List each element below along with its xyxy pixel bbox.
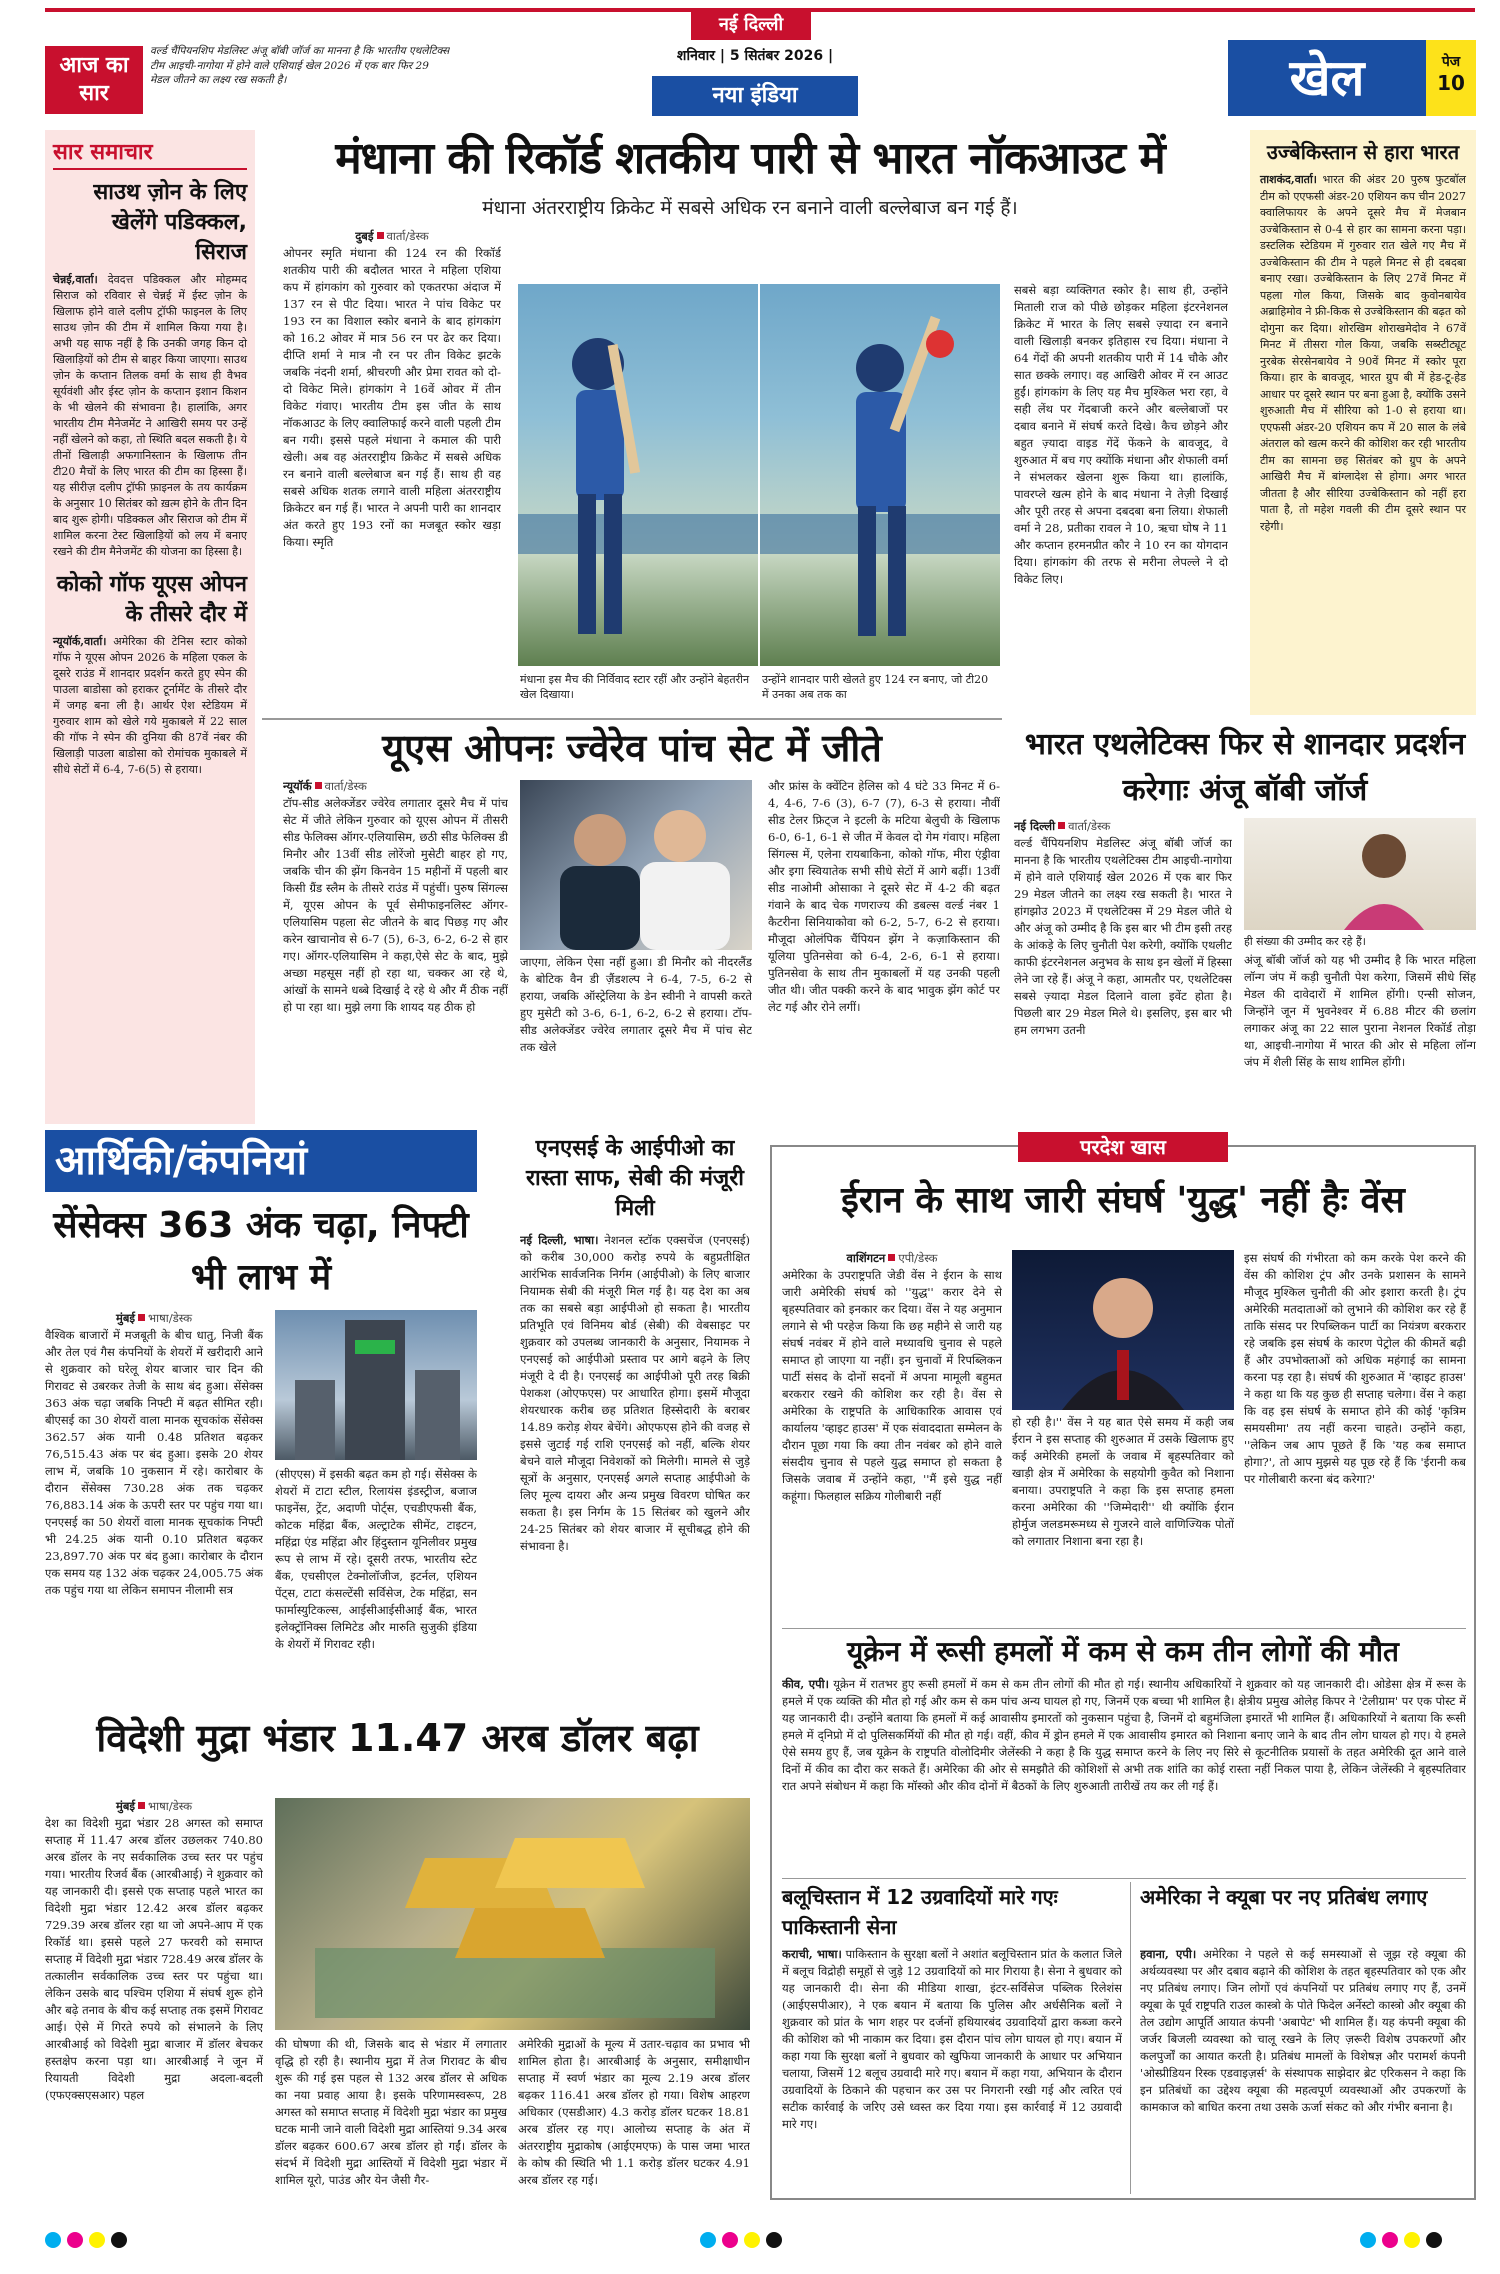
vance-portrait-icon: [1012, 1250, 1234, 1410]
vance-col3: इस संघर्ष की गंभीरता को कम करके पेश करने की वेंस की कोशिश ट्रंप और उनके प्रशासन के सामने मौजूद मुश्किल चुनौती की ओर इशारा करती है। ट्रंप अमेरिकी मतदाताओं को लुभाने की कोशिश कर रहे हैं ताकि संसद पर रिपब्लिकन पार्टी का नियंत्रण बरकरार रहे जबकि इस संघर्ष के कारण पेट्रोल की कीमतें बढ़ी हैं और उपभोक्ताओं को अधिक महंगाई का सामना करना पड़ रहा है। संघर्ष की शुरुआत में 'व्हाइट हाउस' ने कहा था कि यह कुछ ही सप्ताह चलेगा। वेंस ने कहा कि वह इस संघर्ष के समाप्त होने की कोई 'कृत्रिम समयसीमा' तय नहीं करना चाहते। उन्होंने कहा, ''लेकिन जब आप पूछते हैं कि 'यह कब समाप्त होगा?', तो आप मुझसे यह पूछ रहे हैं कि 'ईरानी कब पर गोलीबारी करना बंद करेगा?': [1244, 1251, 1466, 1486]
aaj-ka-saar-label: आज का सार: [59, 53, 129, 106]
section-box: [1228, 40, 1426, 116]
saar-samachar-column: [45, 130, 255, 1124]
vance-photo: [1012, 1250, 1234, 1410]
forex-col1: [45, 1798, 263, 2198]
celebrating-batter-icon: [760, 284, 1000, 666]
saar-story1-headline: साउथ ज़ोन के लिए खेलेंगे पडिक्कल, सिराज: [93, 180, 247, 265]
vance-col1-text: अमेरिका के उपराष्ट्रपति जेडी वेंस ने ईरान के साथ जारी अमेरिकी संघर्ष को ''युद्ध'' करार देने से बृहस्पतिवार को इनकार कर दिया। वेंस ने यह अनुमान लगाने से भी परहेज किया कि छह महीने से जारी यह संघर्ष नवंबर में होने वाले मध्यावधि चुनाव से पहले समाप्त हो जाएगा या नहीं। इन चुनावों में रिपब्लिकन पार्टी संसद के दोनों सदनों में अपना मामूली बहुमत बरकरार रखने की कोशिश कर रही है। वेंस से अमेरिका के राष्ट्रपति के आधिकारिक आवास एवं कार्यालय 'व्हाइट हाउस' में एक संवाददाता सम्मेलन के दौरान पूछा गया कि क्या तीन नवंबर को होने वाले संसदीय चुनाव से पहले युद्ध समाप्त हो सकता है जिसके जवाब में उन्होंने कहा, ''मैं इसे युद्ध नहीं कहूंगा। फिलहाल सक्रिय गोलीबारी नहीं: [782, 1268, 1002, 1503]
saar-story2-headline: कोको गॉफ यूएस ओपन के तीसरे दौर में: [56, 572, 247, 627]
ukraine-text: यूक्रेन में रातभर हुए रूसी हमलों में कम से कम तीन लोगों की मौत हो गई। स्थानीय अधिकारियों ने शुक्रवार को यह जानकारी दी। ओडेसा क्षेत्र में रूस के हमले में एक व्यक्ति की मौत हो गई और कम से कम पांच अन्य घायल हो गए, जिनमें एक बच्चा भी शामिल है। क्षेत्रीय प्रमुख ओलेह किपर ने 'टेलीग्राम' पर एक पोस्ट में यह जानकारी दी। उन्होंने बताया कि हमलों में कई आवासीय इमारतों को नुकसान पहुंचा है, जिनमें दो बहुमंजिला इमारतें भी शामिल हैं। अधिकारियों ने बताया कि रूसी हमले में द्निप्रो में दो पुलिसकर्मियों की मौत हो गई। वहीं, कीव में ड्रोन हमले में एक आवासीय इमारत को निशाना बनाए जाने के बाद तीन लोग घायल हो गए। ये हमले ऐसे समय हुए हैं, जब यूक्रेन के राष्ट्रपति वोलोदिमीर जेलेंस्की ने कहा है कि युद्ध समाप्त करने के लिए नए सिरे से कूटनीतिक प्रयासों के तहत अमेरिकी दूत आने वाले दिनों में कीव का दौरा कर सकते हैं। अमेरिका की ओर से समझौते की कोशिशों से अभी तक शांति का कोई रास्ता नहीं निकल पाया है, लेकिन जेलेंस्की ने बृहस्पतिवार रात अपने संबोधन में कहा कि मॉस्को और कीव दोनों में बैठकों के लिए शुरुआती तारीखें तय कर ली गई हैं।: [782, 1677, 1466, 1793]
anju-col1: [1014, 818, 1232, 1118]
vance-dateline-city: वाशिंगटन: [846, 1251, 886, 1265]
balochistan-rule: [782, 1878, 1466, 1879]
cuba-divider: [1130, 1882, 1131, 2194]
pradesh-banner-label: परदेश खास: [1080, 1135, 1166, 1159]
lead-photo-caption2: उन्होंने शानदार पारी खेलते हुए 124 रन बनाए, जो टी20 में उनका अब तक का: [762, 673, 989, 701]
batter-figure-icon: [518, 284, 758, 666]
page-number-box: [1426, 40, 1476, 116]
ukraine-dateline: कीव, एपी।: [782, 1677, 830, 1691]
nse-headline: एनएसई के आईपीओ का रास्ता साफ, सेबी की मंजूरी मिली: [526, 1136, 744, 1221]
aaj-ka-saar-box: [45, 46, 143, 114]
anju-photo: [1244, 818, 1476, 930]
balochistan-headline: बलूचिस्तान में 12 उग्रवादियों मारे गएः पाकिस्तानी सेना: [782, 1885, 1058, 1939]
vance-dateline-src: एपी/डेस्क: [898, 1251, 938, 1265]
registration-marks-right: [1360, 2232, 1448, 2252]
nse-body: [520, 1232, 750, 1700]
cuba-body: [1140, 1946, 1466, 2196]
anju-col1-text: वर्ल्ड चैंपियनशिप मेडलिस्ट अंजू बॉबी जॉर्ज का मानना है कि भारतीय एथलेटिक्स टीम आइची-नागोया में होने वाले एशियाई खेल 2026 में एक बार फिर 29 मेडल जीतने का लक्ष्य रख सकती है। भारत ने हांगझोउ 2023 में एथलेटिक्स में 29 मेडल जीते थे और अंजू को उम्मीद है कि इस बार भी टीम इसी तरह के आंकड़े के लिए चुनौती पेश करेगी, क्योंकि एथलीट काफी इंटरनेशनल अनुभव के साथ इन खेलों में हिस्सा लेने जा रहे हैं। अंजू ने कहा, आमतौर पर, एथलेटिक्स सबसे ज़्यादा मेडल दिलाने वाला इवेंट होता है। पिछली बार 29 मेडल मिले थे। इसलिए, इस बार भी हम लगभग उतनी: [1014, 836, 1232, 1037]
masthead-date: शनिवार | 5 सितंबर 2026 |: [676, 48, 834, 64]
usopen-col1: [283, 778, 508, 1118]
anju-portrait-icon: [1244, 818, 1476, 930]
arthik-banner: [45, 1130, 477, 1192]
paper-name: नया इंडिया: [712, 83, 798, 108]
sensex-dateline-src: भाषा/डेस्क: [148, 1311, 193, 1325]
city: नई दिल्ली: [718, 14, 784, 35]
uzbek-headline: उज्बेकिस्तान से हारा भारत: [1266, 140, 1460, 164]
nse-text: नेशनल स्टॉक एक्सचेंज (एनएसई) को करीब 30,000 करोड़ रुपये के बहुप्रतीक्षित आरंभिक सार्वजनिक निर्गम (आईपीओ) के लिए बाजार नियामक सेबी की मंजूरी मिल गई है। यह देश का अब तक का सबसे बड़ा आईपीओ हो सकता है। भारतीय प्रतिभूति एवं विनिमय बोर्ड (सेबी) की वेबसाइट पर शुक्रवार को उपलब्ध जानकारी के अनुसार, नियामक ने एनएसई को आईपीओ प्रस्ताव पर आगे बढ़ने के लिए मंजूरी दे दी है। एनएसई का आईपीओ पूरी तरह बिक्री पेशकश (ओएफएस) पर आधारित होगा। इसमें मौजूदा शेयरधारक करीब छह प्रतिशत हिस्सेदारी के बराबर 14.89 करोड़ शेयर बेचेंगे। ओएफएस होने की वजह से इससे जुटाई गई राशि एनएसई को नहीं, बल्कि शेयर बेचने वाले मौजूदा निवेशकों को मिलेगी। मामले से जुड़े सूत्रों के अनुसार, एनएसई अगले सप्ताह आईपीओ के लिए मूल्य दायरा और अन्य प्रमुख विवरण घोषित कर सकता है। इस निर्गम के 15 सितंबर को खुलने और 24-25 सितंबर को शेयर बाजार में सूचीबद्ध होने की संभावना है।: [520, 1233, 750, 1553]
balochistan-body: [782, 1946, 1122, 2196]
gold-and-currency-icon: [275, 1798, 750, 2030]
vance-headline: ईरान के साथ जारी संघर्ष 'युद्ध' नहीं हैः वेंस: [841, 1180, 1405, 1221]
ukraine-headline: यूक्रेन में रूसी हमलों में कम से कम तीन लोगों की मौत: [847, 1635, 1399, 1668]
anju-caption: ही संख्या की उम्मीद कर रहे हैं।: [1244, 935, 1366, 948]
usopen-col3: और फ्रांस के क्वेंटिन हेलिस को 4 घंटे 33 मिनट में 6-4, 4-6, 7-6 (3), 6-7 (7), 6-3 से हराया। नौवीं सीड टेलर फ्रिट्ज ने इटली के मटिया बेलुची के खिलाफ 6-0, 6-1, 6-1 से जीत में केवल दो गेम गंवाए। महिला सिंगल्स में, एलेना रायबाकिना, कोको गॉफ, मीरा एंड्रीवा और इगा स्वियातेक सभी सीधे सेटों में आगे बढ़ीं। 13वीं सीड नाओमी ओसाका ने दूसरे सेट में 4-2 की बढ़त गंवाने के बाद चेक गणराज्य की डबल्स वर्ल्ड नंबर 1 कैटरीना सिनियाकोवा को 6-2, 5-7, 6-2 से हराया। मौजूदा ओलंपिक चैंपियन झेंग ने कज़ाकिस्तान की यूलिया पुतिनसेवा को 6-4, 2-6, 6-1 से हराया। पुतिनसेवा के साथ तीन मुकाबलों में यह उनकी पहली जीत थी। जीत पक्की करने के बाद भावुक झेंग कोर्ट पर लेट गई और रोने लगीं।: [768, 779, 1000, 1014]
forex-col2: की घोषणा की थी, जिसके बाद से भंडार में लगातार वृद्धि हो रही है। स्थानीय मुद्रा में तेज गिरावट के बीच शुरू की गई इस पहल से 132 अरब डॉलर से अधिक का नया प्रवाह आया है। इसके परिणामस्वरूप, 28 अगस्त को समाप्त सप्ताह में विदेशी मुद्रा भंडार का प्रमुख घटक मानी जाने वाली विदेशी मुद्रा आस्तियां 9.34 अरब डॉलर बढ़कर 600.67 अरब डॉलर हो गईं। डॉलर के संदर्भ में विदेशी मुद्रा आस्तियों में विदेशी मुद्रा भंडार में शामिल यूरो, पाउंड और येन जैसी गैर-: [275, 2037, 507, 2187]
saar-story2-dateline: न्यूयॉर्क,वार्ता।: [53, 635, 107, 648]
anju-dateline-src: वार्ता/डेस्क: [1068, 819, 1111, 833]
lead-photo-left: [518, 284, 758, 666]
sensex-col1-text: वैश्विक बाजारों में मजबूती के बीच धातु, निजी बैंक और तेल एवं गैस कंपनियों के शेयरों में खरीदारी आने से शुक्रवार को घरेलू शेयर बाजार चार दिन की गिरावट से उबरकर तेजी के साथ बंद हुआ। सेंसेक्स 363 अंक चढ़ा जबकि निफ्टी में बढ़त सीमित रही। बीएसई का 30 शेयरों वाला मानक सूचकांक सेंसेक्स 362.57 अंक यानी 0.48 प्रतिशत बढ़कर 76,515.43 अंक पर बंद हुआ। इसके 20 शेयर लाभ में, जबकि 10 नुकसान में रहे। कारोबार के दौरान सेंसेक्स 730.28 अंक तक चढ़कर 76,883.14 अंक के ऊपरी स्तर पर पहुंच गया था। एनएसई का 50 शेयरों वाला मानक सूचकांक निफ्टी भी 24.25 अंक यानी 0.10 प्रतिशत बढ़कर 23,897.70 अंक पर बंद हुआ। कारोबार के दौरान एक समय यह 132 अंक चढ़कर 24,005.75 अंक तक पहुंच गया था लेकिन समापन नीलामी सत्र: [45, 1328, 263, 1597]
usopen-headline: यूएस ओपनः ज्वेरेव पांच सेट में जीते: [382, 726, 882, 770]
vance-col2a: हो रही है।'' वेंस ने यह बात ऐसे समय में कही जब ईरान ने इस सप्ताह की शुरुआत में उसके खिलाफ हुए कई अमेरिकी हमलों के जवाब में बृहस्पतिवार को खाड़ी क्षेत्र में अमेरिका के सहयोगी कुवैत को निशाना बनाया। उपराष्ट्रपति ने कहा कि इस सप्ताह हमला करना अमेरिका की ''जिम्मेदारी'' थी क्योंकि ईरान होर्मुज जलडमरूमध्य से गुजरने वाले वाणिज्यिक पोतों को लगातार निशाना बना रहा है।: [1012, 1415, 1234, 1548]
ukraine-body: [782, 1676, 1466, 1872]
saar-text: वर्ल्ड चैंपियनशिप मेडलिस्ट अंजू बॉबी जॉर्ज का मानना है कि भारतीय एथलेटिक्स टीम आइची-नागोया में होने वाले एशियाई खेल 2026 में एक बार फिर 29 मेडल जीतने का लक्ष्य रख सकती है।: [150, 45, 450, 86]
uzbek-body: [1260, 172, 1466, 535]
lead-headline: मंधाना की रिकॉर्ड शतकीय पारी से भारत नॉकआउट में: [335, 133, 1165, 184]
cuba-dateline: हवाना, एपी।: [1140, 1947, 1197, 1961]
balochistan-text: पाकिस्तान के सुरक्षा बलों ने अशांत बलूचिस्तान प्रांत के कलात जिले में बलूच विद्रोही समूहों से जुड़े 12 उग्रवादियों को मार गिराया है। सेना ने बुधवार को यह जानकारी दी। सेना की मीडिया शाखा, इंटर-सर्विसेज पब्लिक रिलेशंस (आईएसपीआर), ने एक बयान में बताया कि पुलिस और अर्धसैनिक बलों ने शुक्रवार को प्रांत के भाग शहर पर दर्जनों हथियारबंद उग्रवादियों द्वारा कब्जा करने की कोशिश को भी नाकाम कर दिया। इस दौरान पांच लोग घायल हो गए। बयान में कहा गया कि सुरक्षा बलों ने बुधवार को खुफिया जानकारी के आधार पर अभियान चलाया, जिसमें 12 बलूच उग्रवादी मारे गए। बयान में कहा गया, अभियान के दौरान उग्रवादियों के ठिकाने की पहचान कर उस पर निगरानी रखी गई और त्वरित एवं सटीक कार्रवाई के जरिए उसे ध्वस्त कर दिया गया। इस कार्रवाई में 12 उग्रवादी मारे गए।: [782, 1947, 1122, 2131]
usopen-dateline-src: वार्ता/डेस्क: [324, 779, 367, 793]
usopen-dateline: [283, 778, 508, 795]
city-tab: [691, 10, 811, 40]
saar-story2-body: [53, 634, 247, 778]
saar-story1-dateline: चेन्नई,वार्ता।: [53, 273, 98, 286]
saar-story2-text: अमेरिका की टेनिस स्टार कोको गॉफ ने यूएस ओपन 2026 के महिला एकल के दूसरे राउंड में शानदार प्रदर्शन करते हुए स्पेन की पाउला बाडोसा को हराकर टूर्नामेंट के तीसरे दौर में जगह बना ली है। आर्थर ऐश स्टेडियम में गुरुवार शाम को खेले गये मुकाबले में 22 साल की गॉफ ने स्पेन की दुनिया की 87वें नंबर की खिलाड़ी पाउला बाडोसा को रोमांचक मुकाबले में सीधे सेटों में 6-4, 7-6(5) से हराया।: [53, 635, 247, 776]
cuba-text: अमेरिका ने पहले से कई समस्याओं से जूझ रहे क्यूबा की अर्थव्यवस्था पर और दबाव बढ़ाने की कोशिश के तहत बृहस्पतिवार को एक और नए प्रतिबंध लगाए। जिन लोगों एवं कंपनियों पर प्रतिबंध लगाए गए हैं, उनमें क्यूबा के पूर्व राष्ट्रपति राउल कास्त्रो के पोते फिदेल अर्नेस्टो कास्त्रो और क्यूबा की तेल उद्योग आपूर्ति आयात कंपनी 'अबापेट' भी शामिल हैं। यह कंपनी क्यूबा की जर्जर बिजली व्यवस्था को चालू रखने के लिए ज़रूरी विशेष उपकरणों और कलपुर्जों का आयात करती है। प्रतिबंध मामलों के विशेषज्ञ और परामर्श कंपनी 'ओस्प्रीडियन रिस्क एडवाइज़र्स' के संस्थापक साझेदार ब्रेट एरिकसन ने कहा कि इन प्रतिबंधों का उद्देश्य क्यूबा की महत्वपूर्ण व्यवस्थाओं और उपकरणों के कामकाज को बाधित करना तथा उसके ऊर्जा संकट को और गंभीर बनाना है।: [1140, 1947, 1466, 2114]
usopen-col2: जाएगा, लेकिन ऐसा नहीं हुआ। डी मिनौर को नीदरलैंड के बोटिक वैन डी ज़ैंडशल्प ने 6-4, 7-5, 6-2 से हराया, जबकि ऑस्ट्रेलिया के डेन स्वीनी ने वापसी करते हुए मुसेटी को 3-6, 6-1, 6-2, 6-2 से हराया। टॉप-सीड अलेक्जेंडर ज्वेरेव लगातार दूसरे मैच में पांच सेट तक खेले: [520, 955, 752, 1054]
forex-headline: विदेशी मुद्रा भंडार 11.47 अरब डॉलर बढ़ा: [96, 1716, 699, 1760]
forex-photo: [275, 1798, 750, 2030]
arthik-banner-label: आर्थिकी/कंपनियां: [55, 1138, 308, 1184]
uzbek-dateline: ताशकंद,वार्ता।: [1260, 173, 1317, 186]
paper-name-box: [652, 76, 858, 116]
usopen-rule: [262, 718, 1002, 720]
uzbek-text: भारत की अंडर 20 पुरुष फुटबॉल टीम को एएफसी अंडर-20 एशियन कप चीन 2027 क्वालिफायर के अपने दूसरे मैच में मेजबान उज्बेकिस्तान से 0-4 से हार का सामना करना पड़ा। डस्टलिक स्टेडियम में गुरुवार रात खेले गए मैच में उज्बेकिस्तान की टीम ने पहले मिनट से ही दबदबा बनाए रखा। उज्बेकिस्तान के लिए 27वें मिनट में पहला गोल किया, जिसके बाद कुवोनबायेव अब्राहिमोव ने फ्री-किक से उज्बेकिस्तान की बढ़त को दोगुना कर दिया। शोरखिम शोराखमेदोव ने 67वें मिनट में तीसरा गोल किया, जबकि सब्स्टीट्यूट नुरबेक सेरसेनबायेव ने 90वें मिनट में स्कोर पूरा किया। हार के बावजूद, भारत ग्रुप बी में हेड-टू-हेड आधार पर दूसरे स्थान पर बना हुआ है, क्योंकि उसने शुरुआती मैच में सीरिया को 1-0 से हराया था। एएफसी अंडर-20 एशियन कप में 20 साल के लंबे अंतराल को खत्म करने की कोशिश कर रही भारतीय टीम का सामना छह सितंबर को ग्रुप के अपने आखिरी मैच में बांग्लादेश से होगा। अगर भारत जीतता है और सीरिया उज्बेकिस्तान को नहीं हरा पाता है, तो महेश गवली की टीम दूसरे स्थान पर रहेगी।: [1260, 173, 1467, 533]
anju-dateline-city: नई दिल्ली: [1014, 819, 1056, 833]
stock-exchange-building-icon: [275, 1310, 477, 1460]
usopen-col1-text: टॉप-सीड अलेक्जेंडर ज्वेरेव लगातार दूसरे मैच में पांच सेट में जीते लेकिन गुरुवार को यूएस ओपन में तीसरी सीड फेलिक्स ऑगर-एलियासिम, छठी सीड फेलिक्स डी मिनौर और 13वीं सीड लोरेंजो मुसेटी बाहर हो गए, जबकि चीन की झेंग किनवेन 15 महीनों में पहली बार किसी ग्रैंड स्लैम के तीसरे राउंड में पहुंचीं। पुरुष सिंगल्स में, यूएस ओपन के पूर्व सेमीफाइनलिस्ट ऑगर-एलियासिम पहला सेट जीतने के बाद पिछड़ गए और करेन खाचानोव से 6-7 (5), 6-3, 6-2, 6-2 से हार गए। ऑगर-एलियासिम ने कहा,ऐसे सेट के बाद, मुझे अच्छा महसूस नहीं हो रहा था, चक्कर आ रहे थे, आंखों के सामने धब्बे दिखाई दे रहे थे और मैं ठीक नहीं हो पा रहा था। मुझे लगा कि शायद यह ठीक हो: [283, 796, 508, 1014]
forex-dateline-src: भाषा/डेस्क: [148, 1799, 193, 1813]
lead-photo-right: [760, 284, 1000, 666]
registration-marks-left: [45, 2232, 133, 2252]
sensex-photo: [275, 1310, 477, 1460]
forex-dateline: [45, 1798, 263, 1815]
pradesh-banner: [1018, 1132, 1228, 1162]
forex-col1-text: देश का विदेशी मुद्रा भंडार 28 अगस्त को समाप्त सप्ताह में 11.47 अरब डॉलर उछलकर 740.80 अरब डॉलर के नए सर्वकालिक उच्च स्तर पर पहुंच गया। भारतीय रिजर्व बैंक (आरबीआई) ने शुक्रवार को यह जानकारी दी। इससे एक सप्ताह पहले भारत का विदेशी मुद्रा भंडार 12.42 अरब डॉलर बढ़कर 729.39 अरब डॉलर रहा था जो अपने-आप में एक रिकॉर्ड था। इससे पहले 27 फरवरी को समाप्त सप्ताह में विदेशी मुद्रा भंडार 728.49 अरब डॉलर के तत्कालीन सर्वकालिक उच्च स्तर पर पहुंचा था। लेकिन उसके बाद पश्चिम एशिया में संघर्ष शुरू होने और बढ़े तनाव के बीच कई सप्ताह तक इसमें गिरावट आई। ऐसे में गिरते रुपये को संभालने के लिए आरबीआई को विदेशी मुद्रा बाजार में डॉलर बेचकर हस्तक्षेप करना पड़ा था। आरबीआई ने जून में रियायती विदेशी मुद्रा अदला-बदली (एफएक्सएसआर) पहल: [45, 1816, 263, 2102]
uzbek-box: [1250, 130, 1476, 715]
vance-col1: [782, 1250, 1002, 1622]
anju-headline: भारत एथलेटिक्स फिर से शानदार प्रदर्शन करेगाः अंजू बॉबी जॉर्ज: [1024, 727, 1466, 808]
balochistan-dateline: कराची, भाषा।: [782, 1947, 842, 1961]
anju-dateline: [1014, 818, 1232, 835]
sensex-col2: (सीएएस) में इसकी बढ़त कम हो गई। सेंसेक्स के शेयरों में टाटा स्टील, रिलायंस इंडस्ट्रीज, बजाज फाइनेंस, ट्रेंट, अदाणी पोर्ट्स, एचडीएफसी बैंक, कोटक महिंद्रा बैंक, अल्ट्राटेक सीमेंट, टाइटन, महिंद्रा एंड महिंद्रा और हिंदुस्तान यूनिलीवर प्रमुख रूप से लाभ में रहे। दूसरी तरफ, भारतीय स्टेट बैंक, एचसीएल टेक्नोलॉजीज, इटर्नल, एशियन पेंट्स, टाटा कंसल्टेंसी सर्विसेज, टेक महिंद्रा, सन फार्मास्युटिकल्स, आईसीआईसीआई बैंक, भारत इलेक्ट्रॉनिक्स लिमिटेड और मारुति सुजुकी इंडिया के शेयरों में गिरावट रही।: [275, 1467, 477, 1651]
registration-marks-center: [700, 2232, 788, 2252]
usopen-dateline-city: न्यूयॉर्क: [283, 779, 312, 793]
lead-dateline-city: दुबई: [355, 229, 374, 243]
sensex-dateline: [45, 1310, 263, 1327]
sensex-headline: सेंसेक्स 363 अंक चढ़ा, निफ्टी भी लाभ में: [53, 1205, 469, 1298]
sensex-col1: [45, 1310, 263, 1700]
lead-photo-caption1: मंधाना इस मैच की निर्विवाद स्टार रहीं और उन्होंने बेहतरीन खेल दिखाया।: [520, 673, 750, 701]
ukraine-rule: [782, 1628, 1466, 1629]
saar-story1-body: [53, 272, 247, 560]
tennis-players-icon: [520, 780, 752, 950]
saar-samachar-header: सार समाचार: [53, 136, 247, 170]
lead-deck: मंधाना अंतरराष्ट्रीय क्रिकेट में सबसे अधिक रन बनाने वाली बल्लेबाज बन गई हैं।: [482, 197, 1018, 219]
forex-col3: अमेरिकी मुद्राओं के मूल्य में उतार-चढ़ाव का प्रभाव भी शामिल होता है। आरबीआई के अनुसार, समीक्षाधीन सप्ताह में स्वर्ण भंडार का मूल्य 2.19 अरब डॉलर बढ़कर 116.41 अरब डॉलर हो गया। विशेष आहरण अधिकार (एसडीआर) 4.3 करोड़ डॉलर घटकर 18.81 अरब डॉलर रह गए। आलोच्य सप्ताह के अंत में अंतरराष्ट्रीय मुद्राकोष (आईएमएफ) के पास जमा भारत के कोष की स्थिति भी 1.1 करोड़ डॉलर घटकर 4.91 अरब डॉलर रह गई।: [518, 2037, 750, 2187]
vance-dateline: [782, 1250, 1002, 1267]
nse-dateline: नई दिल्ली, भाषा।: [520, 1233, 599, 1247]
page-label: पेज: [1441, 54, 1461, 70]
lead-col1-text: ओपनर स्मृति मंधाना की 124 रन की रिकॉर्ड शतकीय पारी की बदौलत भारत ने महिला एशिया कप में हांगकांग को गुरुवार को एकतरफा अंदाज में 137 रन से पीट दिया। भारत ने पांच विकेट पर 193 रन का विशाल स्कोर बनाने के बाद हांगकांग को 16.2 ओवर में मात्र 56 रन पर ढेर कर दिया। दीप्ति शर्मा ने मात्र नौ रन पर तीन विकेट झटके जबकि नंदनी शर्मा, श्रीचरणी और प्रेमा रावत को दो-दो विकेट मिले। हांगकांग ने 16वें ओवर में तीन विकेट गंवाए। भारतीय टीम इस जीत के साथ नॉकआउट के लिए क्वालिफाई करने वाली पहली टीम बन गयी। इससे पहले मंधाना ने कमाल की पारी खेली। अब वह अंतरराष्ट्रीय क्रिकेट में सबसे अधिक रन बनाने वाली बल्लेबाज बन गई हैं। साथ ही वह सबसे अधिक शतक लगाने वाली महिला अंतरराष्ट्रीय क्रिकेटर बन गई हैं। भारत ने अपनी पारी का शानदार अंत करते हुए 193 रनों का मजबूत स्कोर खड़ा किया। स्मृति: [283, 246, 501, 549]
anju-col2: अंजू बॉबी जॉर्ज को यह भी उम्मीद है कि भारत महिला लॉन्ग जंप में कड़ी चुनौती पेश करेगा, जिसमें सीधे सिंह मेडल की दावेदारों में शामिल होंगी। एन्सी सोजन, जिन्होंने जून में भुवनेश्वर में 6.88 मीटर की छलांग लगाकर अंजू का 22 साल पुराना नेशनल रिकॉर्ड तोड़ा था, आइची-नागोया में भारत की ओर से महिला लॉन्ग जंप में शैली सिंह के साथ शामिल होंगी।: [1244, 953, 1476, 1069]
lead-col3: सबसे बड़ा व्यक्तिगत स्कोर है। साथ ही, उन्होंने मिताली राज को पीछे छोड़कर महिला इंटरनेशनल क्रिकेट में भारत के लिए सबसे ज़्यादा रन बनाने वाली खिलाड़ी बनकर इतिहास रच दिया। मंधाना ने 64 गेंदों की अपनी शतकीय पारी में 14 चौके और सात छक्के लगाए। वह आखिरी ओवर में रन आउट हुईं। हांगकांग के लिए यह मैच मुश्किल भरा रहा, वे सही लेंथ पर गेंदबाजी करने और बल्लेबाजों पर दबाव बनाने में संघर्ष करते दिखे। कैच छोड़ने और बहुत ज़्यादा वाइड गेंदें फेंकने के बावजूद, वे शुरुआत में बच गए क्योंकि मंधाना और शेफाली वर्मा ने संभलकर खेलना शुरू किया था। हालांकि, पावरप्ले खत्म होने के बाद मंधाना ने तेज़ी दिखाई और पूरी तरह से अपना दबदबा बना लिया। शेफाली वर्मा ने 28, प्रतीका रावल ने 10, ऋचा घोष ने 11 और कप्तान हरमनप्रीत कौर ने 10 रन का योगदान दिया। हांगकांग की तरफ से मरीना लेपल्ले ने दो विकेट लिए।: [1014, 283, 1228, 586]
usopen-photo: [520, 780, 752, 950]
page-number: 10: [1437, 71, 1465, 95]
section-title: खेल: [1289, 49, 1365, 107]
lead-col1: [283, 228, 501, 710]
sensex-dateline-city: मुंबई: [115, 1311, 136, 1325]
saar-story1-text: देवदत्त पडिक्कल और मोहम्मद सिराज को रविवार से चेन्नई में ईस्ट ज़ोन के खिलाफ होने वाले दलीप ट्रॉफी फाइनल के लिए साउथ ज़ोन की टीम में शामिल किया गया है। अभी यह साफ नहीं है कि उनकी जगह किन दो खिलाड़ियों को टीम से बाहर किया जाएगा। साउथ ज़ोन के कप्तान तिलक वर्मा के साथ ही वैभव सूर्यवंशी और ईस्ट ज़ोन के कप्तान इशान किशन के भी खेलने की संभावना है। हालांकि, अगर भारतीय टीम मैनेजमेंट ने आखिरी समय पर उन्हें नहीं खेलने को कहा, तो स्थिति बदल सकती है। ये तीनों खिलाड़ी अफगानिस्तान के खिलाफ तीन टी20 मैचों के लिए भारत की टीम का हिस्सा हैं। यह सीरीज़ दलीप ट्रॉफी फ़ाइनल के तय कार्यक्रम के अनुसार 10 सितंबर को ख़त्म होने के तीन दिन बाद शुरू होगी। पडिक्कल और सिराज को टीम में शामिल करना टेस्ट खिलाड़ियों को लय में बनाए रखने की टीम मैनेजमेंट की योजना का हिस्सा है।: [53, 273, 247, 558]
cuba-headline: अमेरिका ने क्यूबा पर नए प्रतिबंध लगाए: [1140, 1885, 1428, 1909]
forex-dateline-city: मुंबई: [115, 1799, 136, 1813]
lead-dateline-src: वार्ता/डेस्क: [386, 229, 429, 243]
lead-dateline: [283, 228, 501, 245]
